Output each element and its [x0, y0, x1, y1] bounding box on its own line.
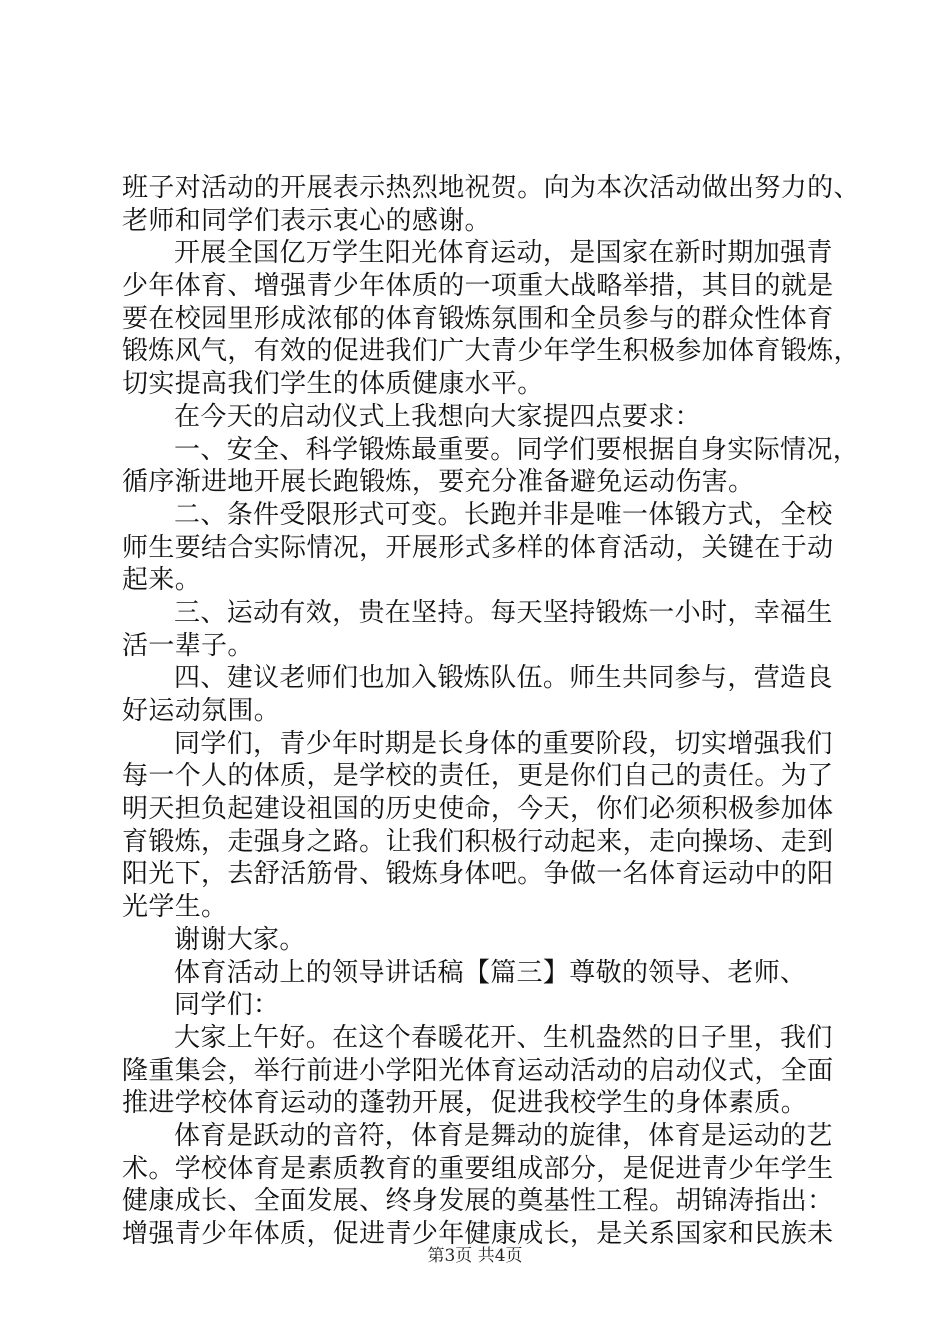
page-footer: 第3页 共4页 [427, 1246, 523, 1266]
text-line: 活一辈子。 [122, 630, 254, 661]
text-line: 老师和同学们表示衷心的感谢。 [122, 205, 491, 236]
text-line: 谢谢大家。 [174, 924, 306, 955]
text-line: 体育是跃动的音符，体育是舞动的旋律，体育是运动的艺 [174, 1120, 833, 1151]
text-line: 术。学校体育是素质教育的重要组成部分，是促进青少年学生 [122, 1153, 834, 1184]
text-line: 大家上午好。在这个春暖花开、生机盎然的日子里，我们 [174, 1022, 833, 1053]
text-line: 体育活动上的领导讲话稿【篇三】尊敬的领导、老师、 [174, 957, 807, 988]
text-line: 明天担负起建设祖国的历史使命，今天，你们必须积极参加体 [122, 794, 834, 825]
text-line: 同学们，青少年时期是长身体的重要阶段，切实增强我们 [174, 728, 833, 759]
text-line: 一、安全、科学锻炼最重要。同学们要根据自身实际情况， [174, 434, 860, 465]
text-line: 开展全国亿万学生阳光体育运动，是国家在新时期加强青 [174, 238, 833, 269]
text-line: 少年体育、增强青少年体质的一项重大战略举措，其目的就是 [122, 271, 834, 302]
text-line: 要在校园里形成浓郁的体育锻炼氛围和全员参与的群众性体育 [122, 303, 834, 334]
text-line: 增强青少年体质，促进青少年健康成长，是关系国家和民族未 [122, 1219, 834, 1249]
text-line: 循序渐进地开展长跑锻炼，要充分准备避免运动伤害。 [122, 467, 755, 498]
text-line: 二、条件受限形式可变。长跑并非是唯一体锻方式，全校 [174, 499, 833, 530]
text-line: 起来。 [122, 565, 202, 596]
text-line: 同学们： [174, 990, 280, 1021]
document-body [122, 172, 860, 1251]
text-line: 每一个人的体质，是学校的责任，更是你们自己的责任。为了 [122, 761, 834, 792]
text-line: 阳光下，去舒活筋骨、锻炼身体吧。争做一名体育运动中的阳 [122, 859, 834, 890]
text-line: 切实提高我们学生的体质健康水平。 [122, 369, 544, 400]
text-line: 在今天的启动仪式上我想向大家提四点要求： [174, 401, 702, 432]
text-line: 班子对活动的开展表示热烈地祝贺。向为本次活动做出努力的、 [122, 173, 860, 203]
text-line: 光学生。 [122, 892, 228, 923]
text-line: 健康成长、全面发展、终身发展的奠基性工程。胡锦涛指出： [122, 1186, 834, 1217]
text-line: 推进学校体育运动的蓬勃开展，促进我校学生的身体素质。 [122, 1088, 808, 1119]
text-line: 锻炼风气，有效的促进我们广大青少年学生积极参加体育锻炼， [122, 336, 860, 367]
text-line: 隆重集会，举行前进小学阳光体育运动活动的启动仪式，全面 [122, 1055, 834, 1086]
text-line: 育锻炼，走强身之路。让我们积极行动起来，走向操场、走到 [122, 826, 834, 857]
text-line: 师生要结合实际情况，开展形式多样的体育活动，关键在于动 [122, 532, 834, 563]
text-line: 三、运动有效，贵在坚持。每天坚持锻炼一小时，幸福生 [174, 597, 833, 628]
text-line: 好运动氛围。 [122, 696, 281, 726]
text-line: 四、建议老师们也加入锻炼队伍。师生共同参与，营造良 [174, 663, 833, 694]
